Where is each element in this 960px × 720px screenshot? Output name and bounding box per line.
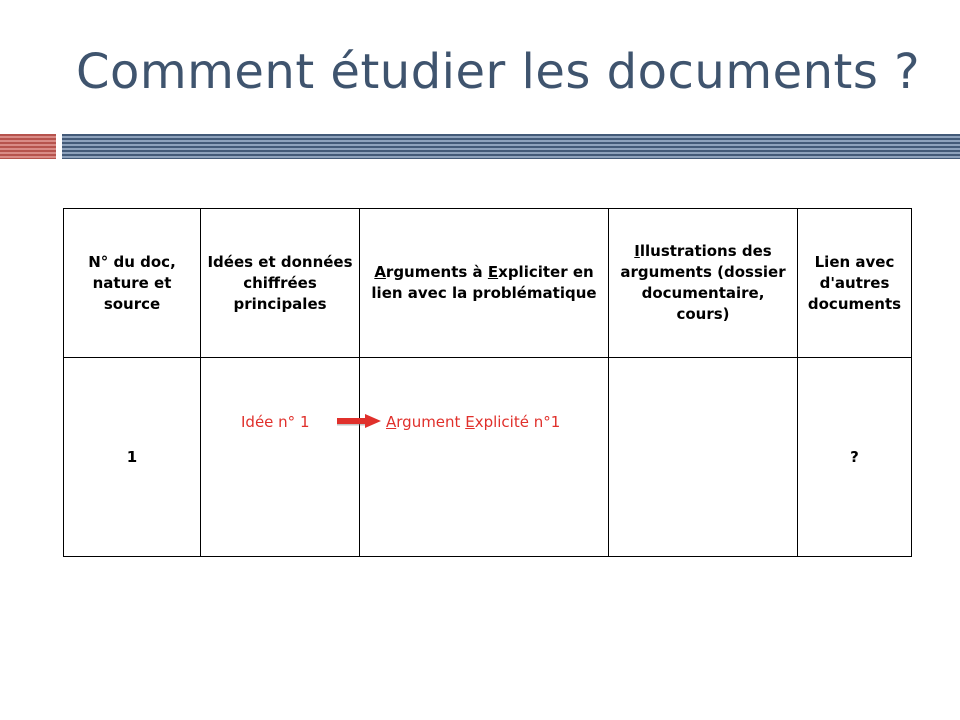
title-rule-left [0,134,56,159]
slide-title: Comment étudier les documents ? [76,44,921,100]
header-arguments: Arguments à Expliciter en lien avec la problématique [360,209,609,358]
cell-idea [201,358,360,557]
table-row [64,358,912,557]
title-rule-right [62,134,960,159]
cell-argument [360,358,609,557]
header-ideas: Idées et données chiffrées principales [201,209,360,358]
idea-label: Idée n° 1 [241,413,310,431]
header-links: Lien avec d'autres documents [798,209,912,358]
table-header-row [64,209,912,358]
cell-illustration [609,358,798,557]
document-study-table [63,208,912,557]
header-illustrations: Illustrations des arguments (dossier documentaire, cours) [609,209,798,358]
cell-doc-number: 1 [64,358,201,557]
cell-link: ? [798,358,912,557]
argument-label: Argument Explicité n°1 [386,413,561,431]
header-doc-number: N° du doc, nature et source [64,209,201,358]
